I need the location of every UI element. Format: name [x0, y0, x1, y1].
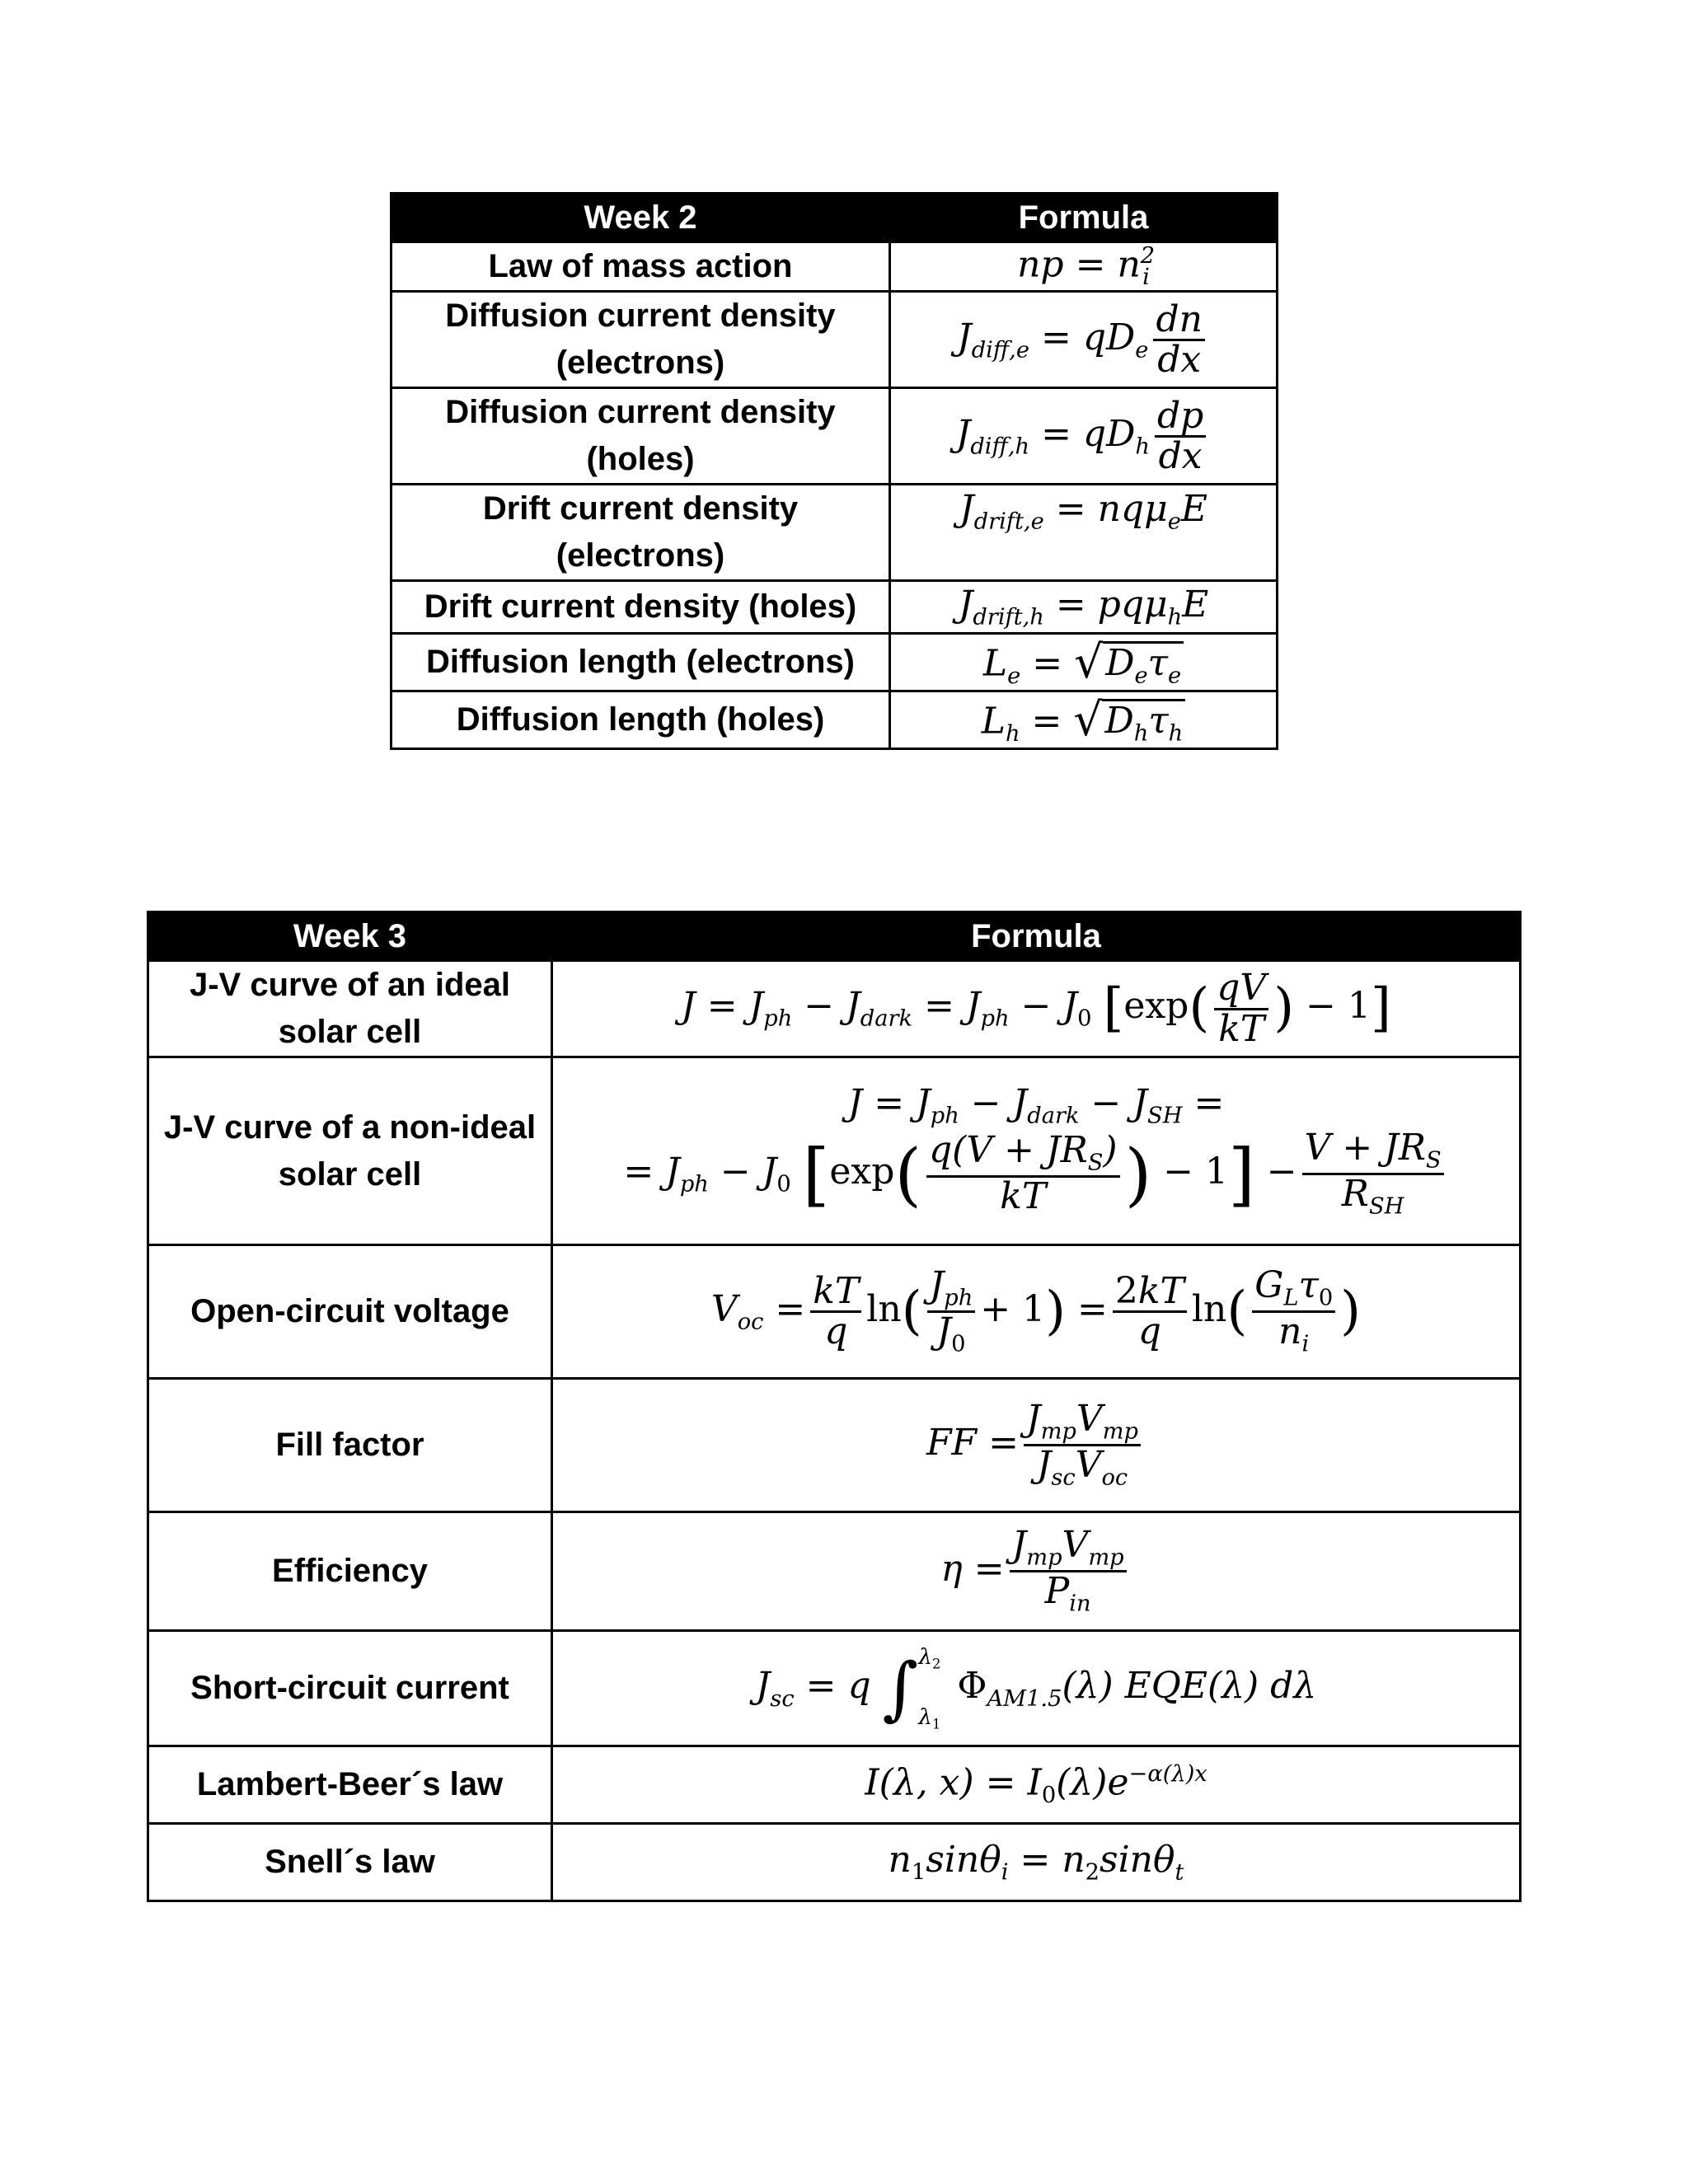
table-row	[392, 292, 1278, 388]
formula-snell: $n_1\sin\theta_i = n_2\sin\theta_t$	[552, 1824, 1521, 1901]
row-label: Diffusion length (holes)	[392, 691, 890, 749]
row-label: Short-circuit current	[148, 1631, 552, 1746]
week2-table	[390, 192, 1278, 750]
formula-diffusion-length-electrons: $L_e = √D_e\tau_e$	[890, 634, 1278, 691]
table-row	[148, 1746, 1521, 1824]
table-row	[148, 1379, 1521, 1512]
row-label: Open-circuit voltage	[148, 1245, 552, 1379]
table-row	[148, 1512, 1521, 1631]
table-row	[392, 485, 1278, 581]
table-row	[392, 634, 1278, 691]
row-label: Law of mass action	[392, 242, 890, 292]
formula-diffusion-electrons: $J_{diff,e} = qD_e$ $\frac{dn}{dx}$	[890, 292, 1278, 388]
row-label: Diffusion current density (electrons)	[392, 292, 890, 388]
formula-mass-action: np = $n^2_i$	[890, 242, 1278, 292]
week2-header-row	[392, 194, 1278, 242]
row-label: Fill factor	[148, 1379, 552, 1512]
formula-efficiency: η = $\frac{J_{mp}V_{mp}}{P_{in}}$	[552, 1512, 1521, 1631]
table-row	[148, 1631, 1521, 1746]
formula-short-circuit-current: $J_{sc} = q$ ∫ $\lambda_2$ $\lambda_1$ $\Phi_{AM1.5}(\lambda)$ EQE(λ) dλ	[552, 1631, 1521, 1746]
week2-header-formula: Formula	[890, 194, 1278, 242]
row-label: Snell´s law	[148, 1824, 552, 1901]
week3-header-topic: Week 3	[148, 912, 552, 961]
row-label: J-V curve of a non-ideal solar cell	[148, 1057, 552, 1245]
formula-jv-nonideal: $J = J_{ph} - J_{dark} - J_{SH}$ = = $J_{ph} - J_0$ [exp( $\frac{q(V + JR_S)}{kT}$ ) − 1] − $\frac{V + JR_S}{R_{SH}}$	[552, 1057, 1521, 1245]
row-label: Efficiency	[148, 1512, 552, 1631]
table-row	[148, 1057, 1521, 1245]
row-label: Drift current density (electrons)	[392, 485, 890, 581]
formula-diffusion-length-holes: $L_h = √D_h\tau_h$	[890, 691, 1278, 749]
formula-lambert-beer: I(λ, $x) = I_0(\lambda)e^{-\alpha(\lambda)x}$	[552, 1746, 1521, 1824]
table-row	[392, 581, 1278, 634]
formula-diffusion-holes: $J_{diff,h} = qD_h$ $\frac{dp}{dx}$	[890, 388, 1278, 485]
row-label: Diffusion current density (holes)	[392, 388, 890, 485]
week3-header-formula: Formula	[552, 912, 1521, 961]
formula-drift-holes: $J_{drift,h} = pq\mu_hE$	[890, 581, 1278, 634]
table-row	[148, 1824, 1521, 1901]
formula-jv-ideal: $J = J_{ph} - J_{dark} = J_{ph} - J_0$ [exp( $\frac{qV}{kT}$ ) − 1]	[552, 961, 1521, 1057]
row-label: Drift current density (holes)	[392, 581, 890, 634]
row-label: Lambert-Beer´s law	[148, 1746, 552, 1824]
week3-header-row	[148, 912, 1521, 961]
table-row	[392, 691, 1278, 749]
row-label: J-V curve of an ideal solar cell	[148, 961, 552, 1057]
formula-drift-electrons: $J_{drift,e} = nq\mu_eE$	[890, 485, 1278, 581]
table-row	[392, 388, 1278, 485]
formula-open-circuit-voltage: $V_{oc}$ = $\frac{kT}{q}$ ln( $\frac{J_{ph}}{J_0}$ + 1) = $\frac{2kT}{q}$ ln( $\frac{G_L\tau_0}{n_i}$ )	[552, 1245, 1521, 1379]
table-row	[148, 1245, 1521, 1379]
week2-header-topic: Week 2	[392, 194, 890, 242]
week3-table	[147, 911, 1522, 1902]
table-row	[392, 242, 1278, 292]
row-label: Diffusion length (electrons)	[392, 634, 890, 691]
formula-fill-factor: FF = $\frac{J_{mp}V_{mp}}{J_{sc}V_{oc}}$	[552, 1379, 1521, 1512]
table-row	[148, 961, 1521, 1057]
